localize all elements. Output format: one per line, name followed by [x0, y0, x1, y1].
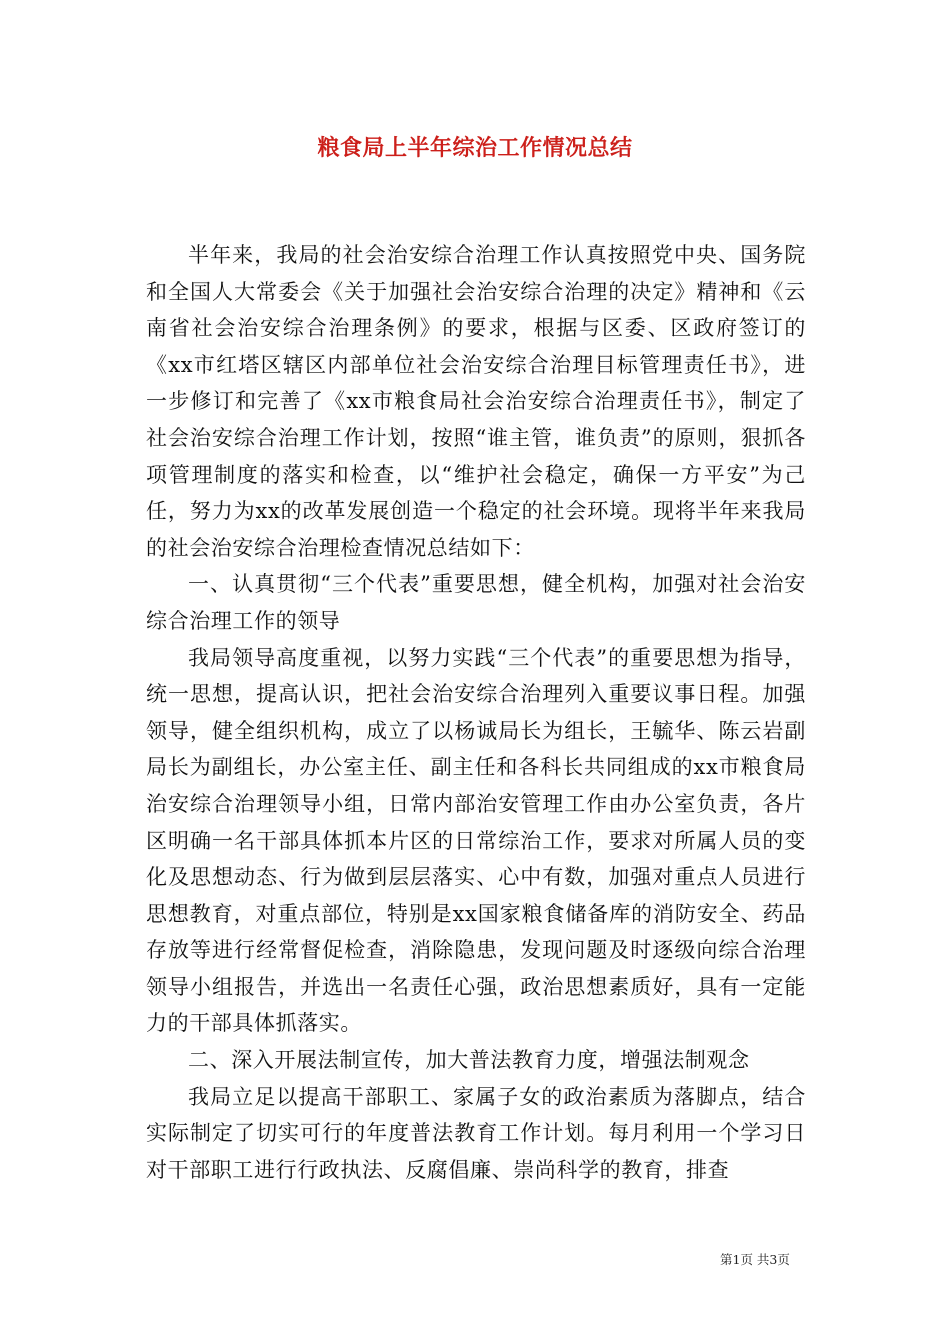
document-body [146, 237, 806, 1188]
document-title: 粮食局上半年综治工作情况总结 [317, 136, 633, 161]
page-number-footer [720, 1251, 850, 1269]
section-heading-1: 一、认真贯彻“三个代表”重要思想，健全机构，加强对社会治安综合治理工作的领导 [146, 572, 806, 633]
section-heading-2: 二、深入开展法制宣传，加大普法教育力度，增强法制观念 [188, 1048, 750, 1073]
intro-paragraph: 半年来，我局的社会治安综合治理工作认真按照党中央、国务院和全国人大常委会《关于加强社会治安综合治理的决定》精神和《云南省社会治安综合治理条例》的要求，根据与区委、区政府签订的《xx市红塔区辖区内部单位社会治安综合治理目标管理责任书》，进一步修订和完善了《xx市粮食局社会治安综合治理责任书》，制定了社会治安综合治理工作计划，按照“谁主管，谁负责”的原则，狠抓各项管理制度的落实和检查，以“维护社会稳定，确保一方平安”为己任，努力为xx的改革发展创造一个稳定的社会环境。现将半年来我局的社会治安综合治理检查情况总结如下： [146, 243, 806, 560]
section-paragraph-2: 我局立足以提高干部职工、家属子女的政治素质为落脚点，结合实际制定了切实可行的年度普法教育工作计划。每月利用一个学习日对干部职工进行行政执法、反腐倡廉、崇尚科学的教育，排查 [146, 1084, 806, 1182]
page-number-text: 第1页 共3页 [720, 1252, 790, 1267]
section-paragraph-1: 我局领导高度重视，以努力实践“三个代表”的重要思想为指导，统一思想，提高认识，把社会治安综合治理列入重要议事日程。加强领导，健全组织机构，成立了以杨诚局长为组长，王毓华、陈云岩副局长为副组长，办公室主任、副主任和各科长共同组成的xx市粮食局治安综合治理领导小组，日常内部治安管理工作由办公室负责，各片区明确一名干部具体抓本片区的日常综治工作，要求对所属人员的变化及思想动态、行为做到层层落实、心中有数，加强对重点人员进行思想教育，对重点部位，特别是xx国家粮食储备库的消防安全、药品存放等进行经常督促检查，消除隐患，发现问题及时逐级向综合治理领导小组报告，并选出一名责任心强，政治思想素质好，具有一定能力的干部具体抓落实。 [146, 645, 806, 1036]
